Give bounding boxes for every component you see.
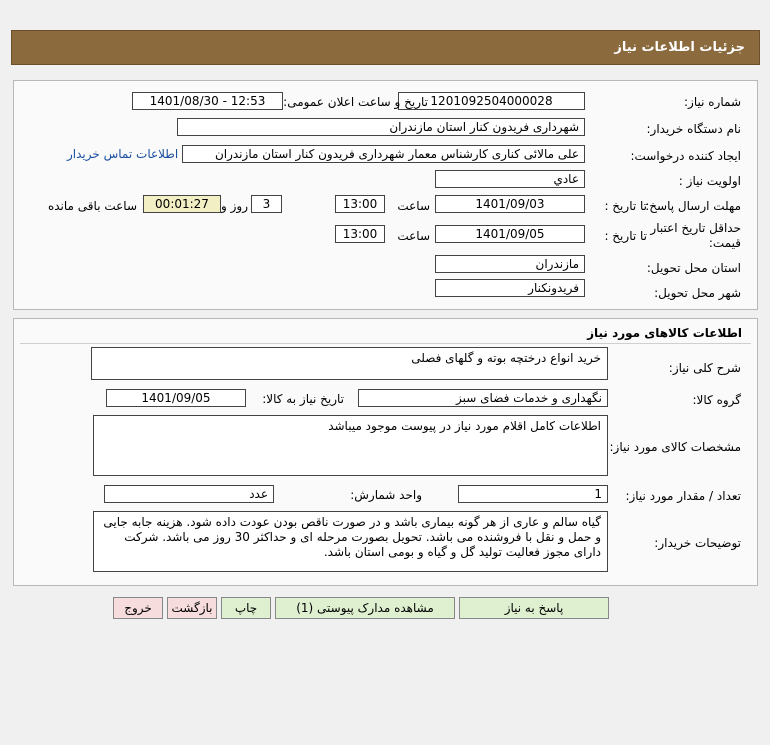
deadline-label: مهلت ارسال پاسخ: <box>645 199 741 213</box>
announce-field: 1401/08/30 - 12:53 <box>132 92 283 110</box>
remaining-days-label: روز و <box>221 199 248 213</box>
need-date-label: تاریخ نیاز به کالا: <box>262 392 344 406</box>
deadline-to-date-label: تا تاریخ : <box>604 199 647 213</box>
province-field: مازندران <box>435 255 585 273</box>
exit-button[interactable]: خروج <box>113 597 163 619</box>
summary-label: شرح کلی نیاز: <box>668 361 741 375</box>
group-label: گروه کالا: <box>692 393 741 407</box>
remaining-days-field: 3 <box>251 195 282 213</box>
validity-time-label: ساعت <box>397 229 430 243</box>
specs-field: اطلاعات کامل اقلام مورد نیاز در پیوست موجود میباشد <box>93 415 608 476</box>
reply-button[interactable]: پاسخ به نیاز <box>459 597 609 619</box>
print-button[interactable]: چاپ <box>221 597 271 619</box>
province-label: استان محل تحویل: <box>646 261 741 275</box>
remaining-time-field: 00:01:27 <box>143 195 221 213</box>
city-label: شهر محل تحویل: <box>654 286 741 300</box>
section-divider <box>20 343 751 344</box>
back-button[interactable]: بازگشت <box>167 597 217 619</box>
validity-to-date-label: تا تاریخ : <box>604 229 647 243</box>
remaining-time-label: ساعت باقی مانده <box>47 199 137 213</box>
need-number-label: شماره نیاز: <box>684 95 741 109</box>
buyer-org-label: نام دستگاه خریدار: <box>646 122 741 136</box>
qty-label: تعداد / مقدار مورد نیاز: <box>625 489 741 503</box>
buyer-contact-link[interactable]: اطلاعات تماس خریدار <box>67 147 179 161</box>
need-date-field: 1401/09/05 <box>106 389 246 407</box>
group-field: نگهداری و خدمات فضای سبز <box>358 389 608 407</box>
summary-field: خرید انواع درختچه بوته و گلهای فصلی <box>91 347 608 380</box>
validity-label-1: حداقل تاریخ اعتبار <box>650 221 741 235</box>
validity-time-field: 13:00 <box>335 225 385 243</box>
creator-label: ایجاد کننده درخواست: <box>630 149 741 163</box>
need-info-panel <box>13 80 758 310</box>
notes-field: گیاه سالم و عاری از هر گونه بیماری باشد و در صورت ناقص بودن عودت داده شود. هزینه جابه جایی و حمل و نقل با فروشنده می باشد. تحویل بصورت مرحله ای و حداکثر 30 روز می باشد. شرکت دارای مجوز فعالیت تولید گل و گیاه و بومی استان باشد. <box>93 511 608 572</box>
city-field: فریدونکنار <box>435 279 585 297</box>
validity-label-2: قیمت: <box>708 236 741 250</box>
deadline-date-field: 1401/09/03 <box>435 195 585 213</box>
specs-label: مشخصات کالای مورد نیاز: <box>609 440 741 454</box>
notes-label: توضیحات خریدار: <box>654 536 741 550</box>
qty-field: 1 <box>458 485 608 503</box>
unit-field: عدد <box>104 485 274 503</box>
priority-field: عادي <box>435 170 585 188</box>
need-number-field: 1201092504000028 <box>398 92 585 110</box>
announce-label: تاریخ و ساعت اعلان عمومی: <box>283 95 428 109</box>
page-title: جزئيات اطلاعات نياز <box>614 40 745 55</box>
buyer-org-field: شهرداری فریدون کنار استان مازندران <box>177 118 585 136</box>
creator-field: علی مالائی کناری کارشناس معمار شهرداری فریدون کنار استان مازندران <box>182 145 585 163</box>
unit-label: واحد شمارش: <box>350 488 422 502</box>
priority-label: اولویت نیاز : <box>678 174 741 188</box>
deadline-time-field: 13:00 <box>335 195 385 213</box>
page-header <box>11 30 760 65</box>
deadline-time-label: ساعت <box>397 199 430 213</box>
validity-date-field: 1401/09/05 <box>435 225 585 243</box>
goods-section-title: اطلاعات کالاهای مورد نیاز <box>587 326 742 340</box>
attachments-button[interactable]: مشاهده مدارک پیوستی (1) <box>275 597 455 619</box>
